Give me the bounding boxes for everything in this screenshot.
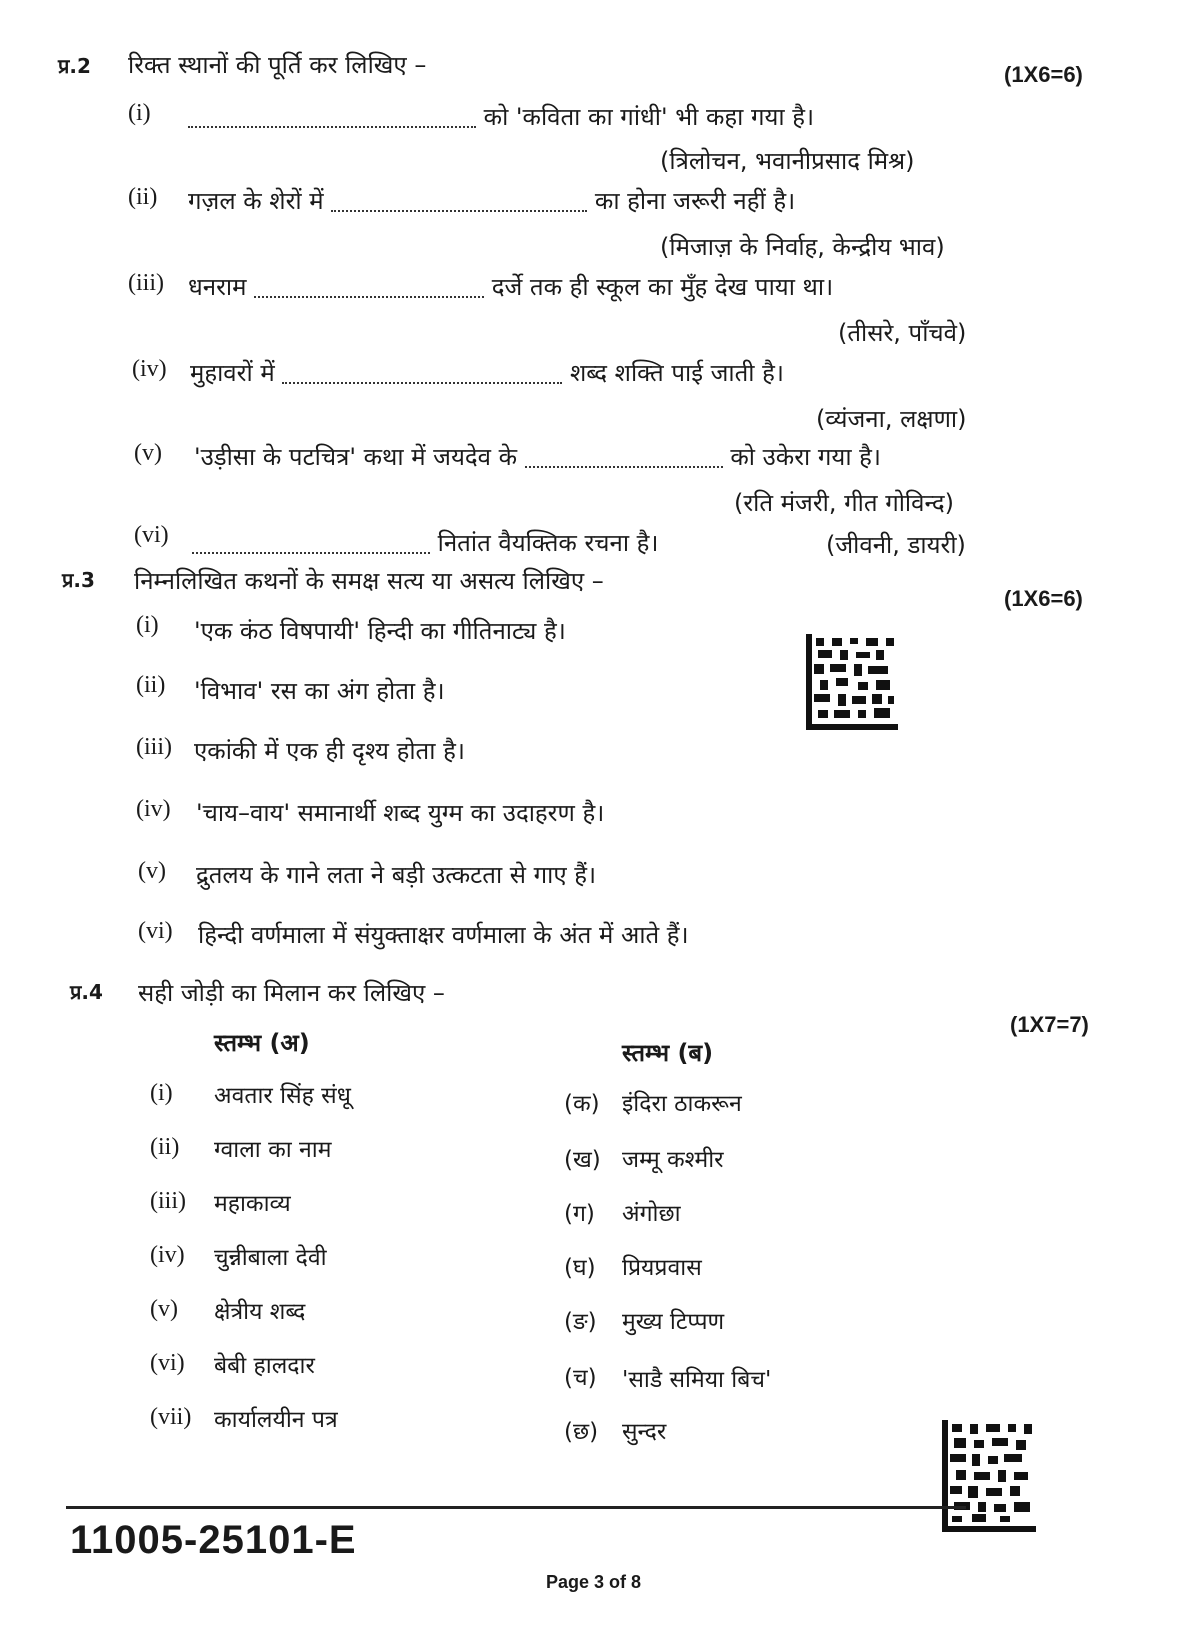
q2-item-options: (व्यंजना, लक्षणा) xyxy=(816,405,967,433)
q2-item-number: (vi) xyxy=(134,522,169,548)
page-number: Page 3 of 8 xyxy=(546,1572,642,1592)
q4-number: प्र.4 xyxy=(70,980,103,1004)
blank xyxy=(188,108,476,128)
q3-item-text: 'एक कंठ विषपायी' हिन्दी का गीतिनाट्य है। xyxy=(194,617,566,645)
blank xyxy=(192,534,430,554)
col-b-letter: (छ) xyxy=(564,1419,599,1445)
q2-item-number: (i) xyxy=(128,100,151,126)
q2-item-sentence: नितांत वैयक्तिक रचना है। xyxy=(192,526,659,559)
column-b-title: स्तम्भ (ब) xyxy=(622,1039,714,1067)
col-b-item: इंदिरा ठाकरून xyxy=(622,1091,742,1117)
col-b-item: सुन्दर xyxy=(622,1419,667,1445)
q2-item-options: (मिजाज़ के निर्वाह, केन्द्रीय भाव) xyxy=(660,233,945,261)
col-a-number: (vi) xyxy=(150,1350,185,1376)
column-a-title: स्तम्भ (अ) xyxy=(214,1029,310,1057)
q2-item-sentence: गज़ल के शेरों में का होना जरूरी नहीं है। xyxy=(188,187,796,215)
q3-instruction: निम्नलिखित कथनों के समक्ष सत्य या असत्य लिखिए – xyxy=(134,567,604,595)
col-a-item: महाकाव्य xyxy=(214,1191,291,1217)
col-a-number: (vii) xyxy=(150,1404,192,1430)
col-b-letter: (ङ) xyxy=(564,1309,597,1335)
q3-marks: (1X6=6) xyxy=(1004,586,1083,611)
blank xyxy=(331,192,587,212)
q2-item-number: (iv) xyxy=(132,356,167,382)
q2-item-sentence: धनराम दर्जे तक ही स्कूल का मुँह देख पाया था। xyxy=(188,273,834,301)
q3-item-text: 'चाय–वाय' समानार्थी शब्द युग्म का उदाहरण है। xyxy=(196,799,605,827)
q2-item-options: (जीवनी, डायरी) xyxy=(826,531,966,559)
data-matrix-code xyxy=(942,1420,1036,1532)
paper-code: 11005-25101-E xyxy=(70,1518,357,1562)
col-b-item: अंगोछा xyxy=(622,1201,681,1227)
q2-item-number: (v) xyxy=(134,440,162,466)
col-a-item: चुन्नीबाला देवी xyxy=(214,1245,327,1271)
col-b-letter: (घ) xyxy=(564,1255,596,1281)
q2-number: प्र.2 xyxy=(58,54,91,78)
q2-item-sentence: 'उड़ीसा के पटचित्र' कथा में जयदेव के को उकेरा गया है। xyxy=(194,443,881,471)
q3-item-text: द्रुतलय के गाने लता ने बड़ी उत्कटता से गाए हैं। xyxy=(196,861,597,889)
q2-item-options: (त्रिलोचन, भवानीप्रसाद मिश्र) xyxy=(660,147,915,175)
q2-instruction: रिक्त स्थानों की पूर्ति कर लिखिए – xyxy=(128,51,427,79)
col-a-item: कार्यालयीन पत्र xyxy=(214,1407,338,1433)
col-a-item: क्षेत्रीय शब्द xyxy=(214,1299,306,1325)
q3-item-number: (iv) xyxy=(136,796,171,822)
q3-item-number: (i) xyxy=(136,612,159,638)
col-b-item: 'साडै समिया बिच' xyxy=(622,1367,772,1393)
blank xyxy=(282,364,562,384)
q4-instruction: सही जोड़ी का मिलान कर लिखिए – xyxy=(138,979,445,1007)
q3-number: प्र.3 xyxy=(62,568,95,592)
q3-item-text: हिन्दी वर्णमाला में संयुक्ताक्षर वर्णमाला के अंत में आते हैं। xyxy=(198,921,689,949)
q2-item-options: (रति मंजरी, गीत गोविन्द) xyxy=(734,489,955,517)
col-a-number: (iv) xyxy=(150,1242,185,1268)
q3-item-number: (iii) xyxy=(136,734,172,760)
q4-marks: (1X7=7) xyxy=(1010,1012,1089,1037)
q3-item-number: (v) xyxy=(138,858,166,884)
q2-item-options: (तीसरे, पाँचवे) xyxy=(838,319,967,347)
q2-item-number: (ii) xyxy=(128,184,158,210)
col-a-number: (i) xyxy=(150,1080,173,1106)
col-b-item: मुख्य टिप्पण xyxy=(622,1309,725,1335)
blank xyxy=(525,448,723,468)
col-b-letter: (ख) xyxy=(564,1147,601,1173)
col-a-number: (iii) xyxy=(150,1188,186,1214)
col-a-item: बेबी हालदार xyxy=(214,1353,315,1379)
q3-item-number: (ii) xyxy=(136,672,166,698)
col-b-letter: (ग) xyxy=(564,1201,595,1227)
col-b-letter: (च) xyxy=(564,1365,597,1391)
q2-item-number: (iii) xyxy=(128,270,164,296)
blank xyxy=(254,278,484,298)
q3-item-text: एकांकी में एक ही दृश्य होता है। xyxy=(194,737,465,765)
col-a-item: ग्वाला का नाम xyxy=(214,1137,332,1163)
col-b-letter: (क) xyxy=(564,1091,600,1117)
q2-item-sentence: को 'कविता का गांधी' भी कहा गया है। xyxy=(188,100,814,133)
footer-divider xyxy=(66,1506,966,1509)
col-a-number: (ii) xyxy=(150,1134,180,1160)
col-a-number: (v) xyxy=(150,1296,178,1322)
col-b-item: प्रियप्रवास xyxy=(622,1255,702,1281)
col-a-item: अवतार सिंह संधू xyxy=(214,1083,351,1109)
q3-item-number: (vi) xyxy=(138,918,173,944)
q3-item-text: 'विभाव' रस का अंग होता है। xyxy=(194,677,445,705)
q2-marks: (1X6=6) xyxy=(1004,62,1083,87)
q2-item-sentence: मुहावरों में शब्द शक्ति पाई जाती है। xyxy=(190,359,784,387)
data-matrix-code xyxy=(806,634,898,730)
col-b-item: जम्मू कश्मीर xyxy=(622,1147,724,1173)
